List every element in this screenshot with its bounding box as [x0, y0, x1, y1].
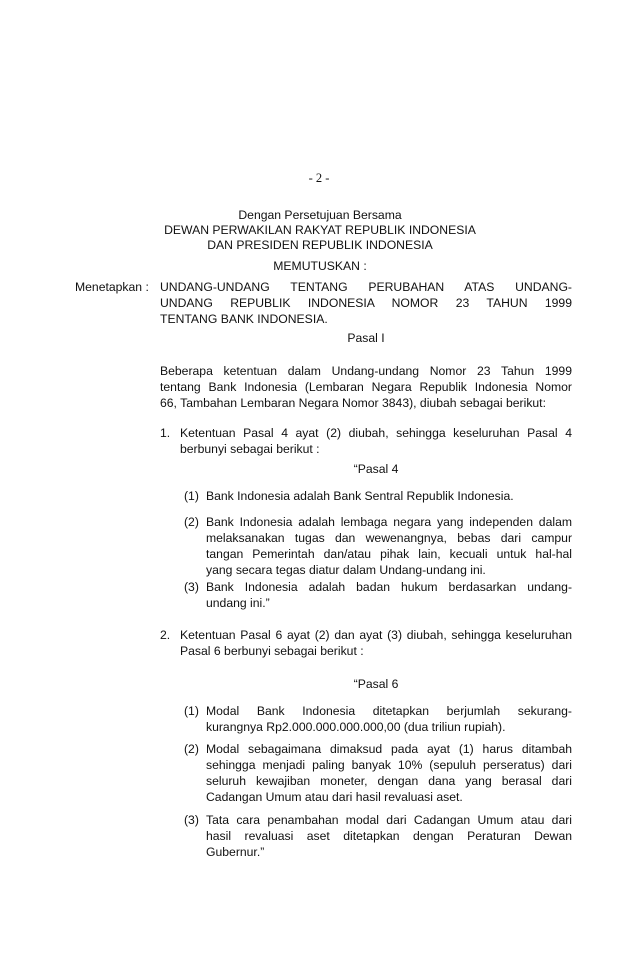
pasal-6-ayat-2-line-2: sehingga menjadi paling banyak 10% (sepuluh perseratus) dari: [206, 758, 572, 772]
pasal-4-ayat-1-number: (1): [184, 489, 199, 503]
menetapkan-label: Menetapkan :: [75, 280, 149, 294]
pasal-6-heading: “Pasal 6: [353, 677, 399, 691]
pasal-6-ayat-1-line-1: Modal Bank Indonesia ditetapkan berjumlah sekurang-: [206, 704, 572, 718]
item-1-line-1: Ketentuan Pasal 4 ayat (2) diubah, sehingga keseluruhan Pasal 4: [180, 426, 572, 440]
pasal-4-heading: “Pasal 4: [353, 462, 399, 476]
pasal-4-ayat-2-number: (2): [184, 515, 199, 529]
decision-heading: MEMUTUSKAN :: [273, 259, 367, 273]
pasal-4-ayat-3-number: (3): [184, 580, 199, 594]
item-1-line-2: berbunyi sebagai berikut :: [180, 442, 320, 456]
pasal-4-ayat-3-line-2: undang ini.”: [206, 596, 270, 610]
pasal-6-ayat-2-line-1: Modal sebagaimana dimaksud pada ayat (1) harus ditambah: [206, 742, 572, 756]
preamble-line-2: DEWAN PERWAKILAN RAKYAT REPUBLIK INDONESIA: [164, 223, 476, 237]
preamble-line-3: DAN PRESIDEN REPUBLIK INDONESIA: [207, 238, 433, 252]
pasal-4-ayat-2-line-1: Bank Indonesia adalah lembaga negara yang independen dalam: [206, 515, 572, 529]
intro-line-1: Beberapa ketentuan dalam Undang-undang Nomor 23 Tahun 1999: [160, 364, 572, 378]
pasal-title: Pasal I: [347, 331, 385, 345]
item-2-line-2: Pasal 6 berbunyi sebagai berikut :: [180, 644, 364, 658]
page-number: - 2 -: [308, 171, 330, 185]
pasal-6-ayat-1-number: (1): [184, 704, 199, 718]
pasal-6-ayat-3-line-1: Tata cara penambahan modal dari Cadangan Umum atau dari: [206, 813, 572, 827]
pasal-6-ayat-3-number: (3): [184, 813, 199, 827]
menetapkan-line-3: TENTANG BANK INDONESIA.: [160, 312, 328, 326]
pasal-4-ayat-2-line-2: melaksanakan tugas dan wewenangnya, bebas dari campur: [206, 531, 572, 545]
pasal-6-ayat-3-line-2: hasil revaluasi aset ditetapkan dengan Peraturan Dewan: [206, 829, 572, 843]
pasal-4-ayat-1-line-1: Bank Indonesia adalah Bank Sentral Republik Indonesia.: [206, 489, 514, 503]
pasal-6-ayat-2-line-4: Cadangan Umum atau dari hasil revaluasi aset.: [206, 790, 463, 804]
preamble-line-1: Dengan Persetujuan Bersama: [238, 208, 402, 222]
item-2-line-1: Ketentuan Pasal 6 ayat (2) dan ayat (3) diubah, sehingga keseluruhan: [180, 628, 572, 642]
pasal-6-ayat-2-number: (2): [184, 742, 199, 756]
pasal-4-ayat-3-line-1: Bank Indonesia adalah badan hukum berdasarkan undang-: [206, 580, 572, 594]
intro-line-2: tentang Bank Indonesia (Lembaran Negara Republik Indonesia Nomor: [160, 380, 572, 394]
pasal-6-ayat-2-line-3: seluruh kewajiban moneter, dengan dana yang berasal dari: [206, 774, 572, 788]
item-1-number: 1.: [160, 426, 171, 440]
menetapkan-line-2: UNDANG REPUBLIK INDONESIA NOMOR 23 TAHUN 1999: [160, 296, 572, 310]
menetapkan-line-1: UNDANG-UNDANG TENTANG PERUBAHAN ATAS UNDANG-: [160, 280, 572, 294]
pasal-6-ayat-3-line-3: Gubernur.”: [206, 845, 265, 859]
pasal-6-ayat-1-line-2: kurangnya Rp2.000.000.000.000,00 (dua triliun rupiah).: [206, 720, 506, 734]
item-2-number: 2.: [160, 628, 171, 642]
pasal-4-ayat-2-line-4: yang secara tegas diatur dalam Undang-undang ini.: [206, 563, 486, 577]
pasal-4-ayat-2-line-3: tangan Pemerintah dan/atau pihak lain, kecuali untuk hal-hal: [206, 547, 572, 561]
intro-line-3: 66, Tambahan Lembaran Negara Nomor 3843), diubah sebagai berikut:: [160, 396, 546, 410]
